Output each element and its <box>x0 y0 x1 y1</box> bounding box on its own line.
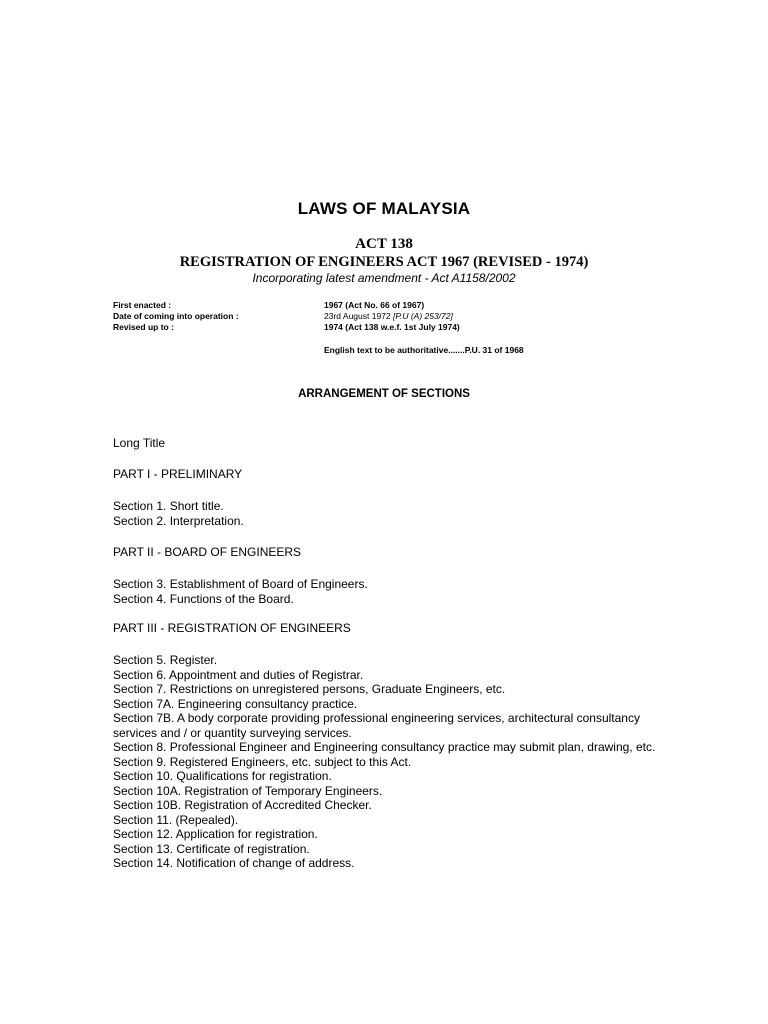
first-enacted-label: First enacted : <box>113 300 172 310</box>
operation-date-value <box>324 311 460 322</box>
meta-labels <box>113 300 239 333</box>
section-link[interactable]: Section 7. Restrictions on unregistered persons, Graduate Engineers, etc. <box>113 682 506 696</box>
long-title-link[interactable]: Long Title <box>113 436 166 450</box>
revised-value: 1974 (Act 138 w.e.f. 1st July 1974) <box>324 322 460 332</box>
section-link[interactable]: Section 9. Registered Engineers, etc. subject to this Act. <box>113 754 412 769</box>
section-link[interactable]: Section 10B. Registration of Accredited Checker. <box>113 798 372 812</box>
arrangement-heading: ARRANGEMENT OF SECTIONS <box>298 388 470 400</box>
section-link[interactable]: Section 12. Application for registration. <box>113 827 318 841</box>
section-link[interactable]: Section 3. Establishment of Board of Engineers. <box>113 577 368 591</box>
operation-date-label: Date of coming into operation : <box>113 311 239 321</box>
section-link[interactable]: Section 7B. A body corporate providing professional engineering services, architectural consultancy services and / or quantity surveying services. <box>113 711 640 740</box>
section-link[interactable]: Section 5. Register. <box>113 653 218 667</box>
section-list-part-1 <box>113 499 673 528</box>
section-link[interactable]: Section 13. Certificate of registration. <box>113 841 310 856</box>
act-number: ACT 138 <box>355 236 413 252</box>
section-list-part-2 <box>113 577 673 606</box>
section-link[interactable]: Section 7A. Engineering consultancy practice. <box>113 696 358 711</box>
act-title: REGISTRATION OF ENGINEERS ACT 1967 (REVISED - 1974) <box>179 254 589 270</box>
section-link[interactable]: Section 14. Notification of change of address. <box>113 856 355 870</box>
section-link[interactable]: Section 10A. Registration of Temporary Engineers. <box>113 783 383 798</box>
revised-label: Revised up to : <box>113 322 174 332</box>
part-2-heading: PART II - BOARD OF ENGINEERS <box>113 545 302 559</box>
section-link[interactable]: Section 4. Functions of the Board. <box>113 591 294 606</box>
section-link[interactable]: Section 1. Short title. <box>113 499 224 513</box>
operation-date-text: 23rd August 1972 <box>324 311 394 321</box>
first-enacted-value: 1967 (Act No. 66 of 1967) <box>324 300 425 310</box>
section-list-part-3 <box>113 653 673 871</box>
part-3-heading: PART III - REGISTRATION OF ENGINEERS <box>113 621 351 635</box>
section-link[interactable]: Section 10. Qualifications for registration. <box>113 769 332 783</box>
operation-date-reference: [P.U (A) 253/72] <box>393 311 453 321</box>
amendment-note: Incorporating latest amendment - Act A1158/2002 <box>252 271 516 285</box>
authoritative-text-note: English text to be authoritative.......P.U. 31 of 1968 <box>324 345 524 355</box>
section-link[interactable]: Section 6. Appointment and duties of Registrar. <box>113 667 364 682</box>
section-link[interactable]: Section 2. Interpretation. <box>113 513 244 528</box>
document-title: LAWS OF MALAYSIA <box>297 199 471 218</box>
meta-values <box>324 300 460 333</box>
section-link[interactable]: Section 11. (Repealed). <box>113 812 239 827</box>
section-link[interactable]: Section 8. Professional Engineer and Engineering consultancy practice may submit plan, drawing, etc. <box>113 740 656 754</box>
part-1-heading: PART I - PRELIMINARY <box>113 467 243 481</box>
